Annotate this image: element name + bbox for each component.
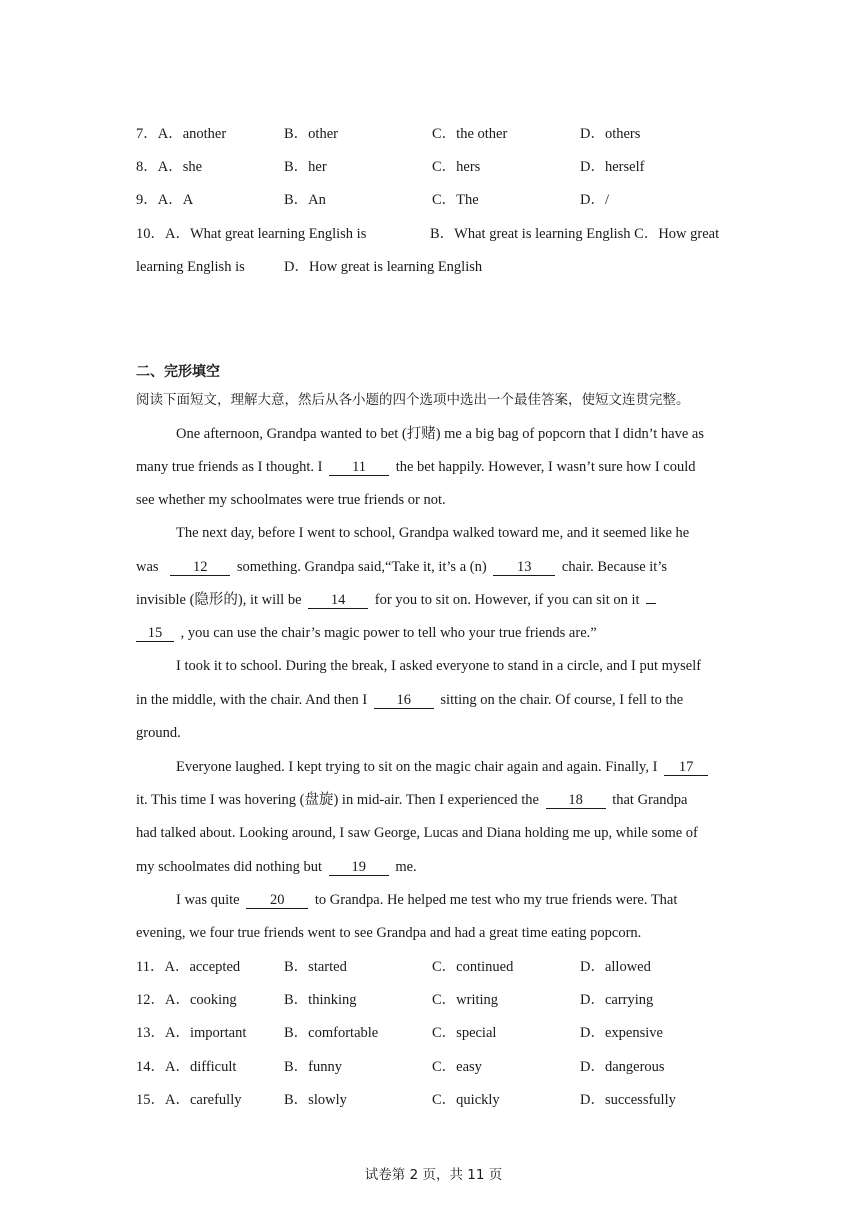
option-d: D．/ — [580, 192, 609, 208]
passage-line: One afternoon, Grandpa wanted to bet (打赌) me a big bag of popcorn that I didn’t have as — [176, 426, 705, 442]
passage-line: evening, we four true friends went to see Grandpa and had a great time eating popcorn. — [136, 925, 642, 941]
page-footer: 试卷第 2 页，共 11 页 — [364, 1167, 503, 1183]
passage-line — [176, 890, 677, 910]
question-number: 12． — [136, 992, 165, 1008]
blank-19: 19 — [329, 859, 389, 876]
question-number: 15． — [136, 1092, 165, 1108]
option-a: A．another — [157, 126, 227, 142]
question-number: 8． — [136, 159, 158, 175]
question-13 — [136, 1023, 246, 1043]
passage-line: The next day, before I went to school, Grandpa walked toward me, and it seemed like he — [176, 525, 690, 541]
option-a: A．she — [157, 159, 203, 175]
passage-line — [136, 457, 696, 477]
question-7 — [136, 124, 226, 144]
passage-text: many true friends as I thought. I — [136, 459, 323, 475]
passage-line — [136, 590, 659, 610]
blank-16: 16 — [374, 692, 434, 709]
passage-line — [136, 557, 667, 577]
option-b: B．other — [284, 126, 338, 142]
passage-text: Everyone laughed. I kept trying to sit on the magic chair again and again. Finally, I — [176, 759, 658, 775]
option-c: C．writing — [432, 992, 499, 1008]
option-b: B．her — [284, 159, 327, 175]
blank-18: 18 — [546, 792, 606, 809]
passage-text: for you to sit on. However, if you can sit on it — [374, 592, 640, 608]
option-b: B．An — [284, 192, 326, 208]
question-11 — [136, 957, 240, 977]
passage-line — [136, 790, 688, 810]
passage-line: I took it to school. During the break, I asked everyone to stand in a circle, and I put myself — [176, 658, 702, 674]
option-d: D．expensive — [580, 1025, 663, 1041]
blank-15-start — [646, 603, 656, 604]
question-number: 13． — [136, 1025, 165, 1041]
passage-text: I was quite — [176, 892, 240, 908]
option-b: B．thinking — [284, 992, 357, 1008]
question-15 — [136, 1090, 242, 1110]
option-d: D．dangerous — [580, 1059, 665, 1075]
question-10-line2-a: learning English is — [136, 259, 245, 275]
option-a: A．difficult — [165, 1059, 237, 1075]
option-c: C．The — [432, 192, 479, 208]
option-b: B．slowly — [284, 1092, 347, 1108]
passage-line — [136, 623, 597, 643]
passage-line — [136, 857, 417, 877]
option-d: D．carrying — [580, 992, 654, 1008]
option-c: C．the other — [432, 126, 508, 142]
question-9 — [136, 190, 193, 210]
option-a: A．important — [165, 1025, 247, 1041]
option-c: C．easy — [432, 1059, 482, 1075]
passage-text: me. — [395, 859, 417, 875]
blank-14: 14 — [308, 592, 368, 609]
question-12 — [136, 990, 237, 1010]
passage-line: see whether my schoolmates were true friends or not. — [136, 492, 446, 508]
option-b: B．comfortable — [284, 1025, 379, 1041]
passage-line: ground. — [136, 725, 181, 741]
question-10-line1-a: 10．A．What great learning English is — [136, 226, 367, 242]
option-d: D．herself — [580, 159, 645, 175]
blank-20: 20 — [246, 892, 308, 909]
passage-text: invisible (隐形的), it will be — [136, 592, 302, 608]
question-number: 9． — [136, 192, 158, 208]
passage-text: was — [136, 559, 159, 575]
option-c: C．special — [432, 1025, 497, 1041]
question-8 — [136, 157, 202, 177]
question-14 — [136, 1057, 236, 1077]
question-10-line1-b: B．What great is learning English C．How great — [430, 226, 720, 242]
passage-text: my schoolmates did nothing but — [136, 859, 323, 875]
passage-text: to Grandpa. He helped me test who my true friends were. That — [314, 892, 678, 908]
blank-11: 11 — [329, 459, 389, 476]
passage-line — [136, 690, 683, 710]
passage-text: that Grandpa — [612, 792, 688, 808]
passage-text: it. This time I was hovering (盘旋) in mid-air. Then I experienced the — [136, 792, 539, 808]
option-c: C．hers — [432, 159, 481, 175]
blank-17: 17 — [664, 759, 708, 776]
section-instruction: 阅读下面短文，理解大意，然后从各小题的四个选项中选出一个最佳答案，使短文连贯完整。 — [136, 392, 690, 408]
option-d: D．successfully — [580, 1092, 676, 1108]
section-title: 二、完形填空 — [136, 364, 220, 380]
passage-line: had talked about. Looking around, I saw George, Lucas and Diana holding me up, while some of — [136, 825, 698, 841]
blank-13: 13 — [493, 559, 555, 576]
option-b: B．funny — [284, 1059, 342, 1075]
blank-12: 12 — [170, 559, 230, 576]
option-a: A．carefully — [165, 1092, 242, 1108]
question-number: 11． — [136, 959, 165, 975]
passage-line — [176, 757, 711, 777]
option-c: C．quickly — [432, 1092, 500, 1108]
question-10-line2-b: D．How great is learning English — [284, 259, 483, 275]
option-d: D．others — [580, 126, 641, 142]
blank-15: 15 — [136, 625, 174, 642]
option-b: B．started — [284, 959, 347, 975]
option-a: A．A — [157, 192, 194, 208]
option-d: D．allowed — [580, 959, 651, 975]
option-a: A．accepted — [164, 959, 241, 975]
passage-text: in the middle, with the chair. And then I — [136, 692, 368, 708]
passage-text: sitting on the chair. Of course, I fell to the — [440, 692, 684, 708]
question-number: 7． — [136, 126, 158, 142]
question-number: 14． — [136, 1059, 165, 1075]
option-a: A．cooking — [165, 992, 237, 1008]
option-c: C．continued — [432, 959, 514, 975]
passage-text: chair. Because it’s — [561, 559, 668, 575]
passage-text: the bet happily. However, I wasn’t sure how I could — [395, 459, 696, 475]
passage-text: something. Grandpa said,“Take it, it’s a (n) — [236, 559, 487, 575]
passage-text: , you can use the chair’s magic power to tell who your true friends are.” — [180, 625, 597, 641]
